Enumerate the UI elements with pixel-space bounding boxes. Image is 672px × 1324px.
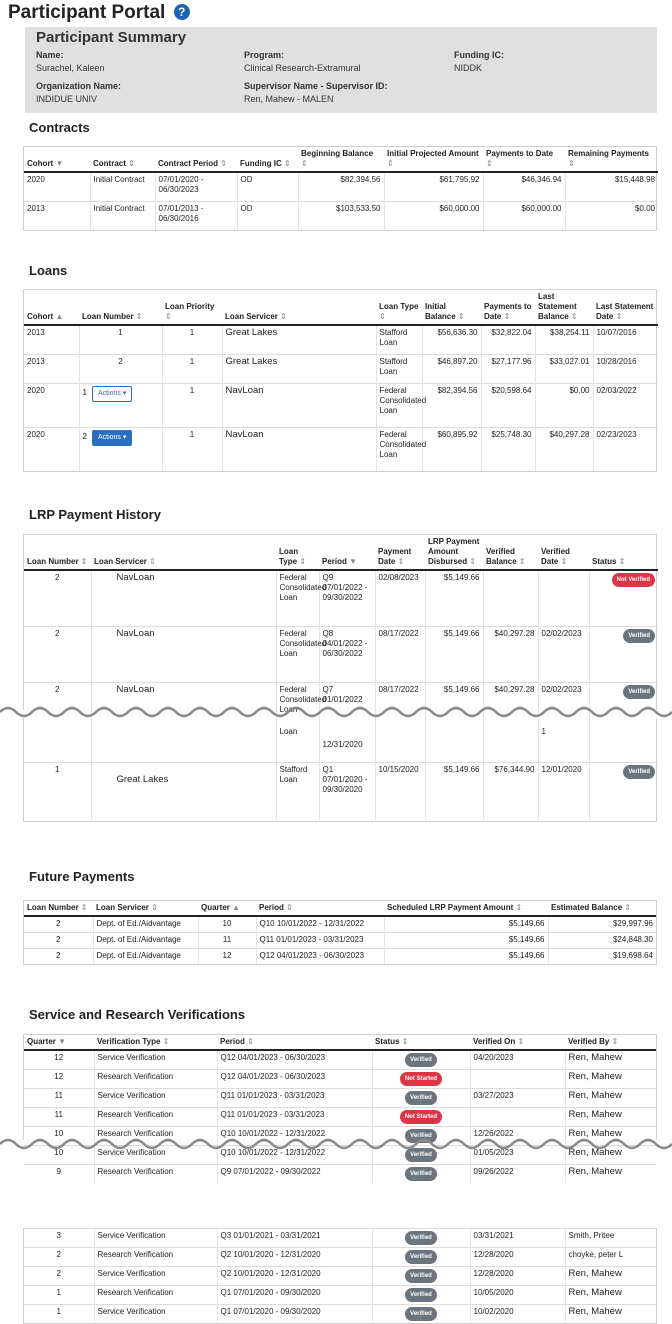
col-loan-servicer[interactable]: Loan Servicer ⇕ (91, 535, 276, 570)
col-cohort[interactable]: Cohort ▲ (24, 290, 79, 325)
status-badge: Verified (405, 1269, 437, 1283)
sort-icon[interactable]: ⇕ (486, 159, 493, 168)
sort-icon[interactable]: ⇕ (165, 312, 172, 321)
sort-icon[interactable]: ⇕ (457, 312, 465, 321)
table-row: 2 Dept. of Ed./Aidvantage 11 Q11 01/01/2023 - 03/31/2023 $5,149.66 $24,848.30 (24, 932, 656, 948)
future-title: Future Payments (29, 869, 135, 884)
sort-icon[interactable]: ⇕ (299, 557, 307, 566)
col-contract[interactable]: Contract ⇕ (90, 147, 155, 172)
col-loan-type[interactable]: Loan Type ⇕ (276, 535, 319, 570)
col-verified-on[interactable]: Verified On ⇕ (470, 1035, 565, 1050)
table-row: 9 Research Verification Q9 07/01/2022 - 09/30/2022 Verified 09/26/2022 Ren, Mahew (24, 1165, 656, 1184)
sort-icon[interactable]: ⇕ (151, 903, 158, 912)
sort-icon[interactable]: ⇕ (162, 1037, 170, 1046)
contracts-title: Contracts (29, 120, 90, 135)
sort-icon[interactable]: ⇕ (80, 557, 88, 566)
status-badge: Verified (623, 685, 655, 699)
lrp-table-continued (23, 718, 657, 822)
participant-summary (25, 27, 657, 113)
loans-title: Loans (29, 263, 68, 278)
col-estimated-balance[interactable]: Estimated Balance ⇕ (548, 901, 656, 916)
sort-icon[interactable]: ⇕ (379, 312, 386, 321)
program-label: Program: (244, 50, 285, 60)
actions-button[interactable]: Actions ▾ (92, 386, 132, 402)
verifications-table-continued (23, 1228, 657, 1324)
table-row: 2 NavLoan Federal Consolidated Loan Q9 07/01/2022 - 09/30/2022 02/08/2023 $5,149.66 Not Verified (24, 570, 658, 626)
col-verified-date[interactable]: Verified Date ⇕ (538, 535, 589, 570)
col-loan-type[interactable]: Loan Type ⇕ (376, 290, 422, 325)
name-label: Name: (36, 50, 64, 60)
sort-icon[interactable]: ⇕ (397, 557, 405, 566)
help-icon[interactable]: ? (174, 4, 190, 20)
sort-icon[interactable]: ⇕ (611, 1037, 619, 1046)
sort-icon[interactable]: ⇕ (503, 312, 511, 321)
sort-icon[interactable]: ⇕ (615, 312, 623, 321)
page-break-divider (0, 1136, 672, 1152)
col-period[interactable]: Period ▼ (319, 535, 375, 570)
sort-icon[interactable]: ⇕ (80, 903, 88, 912)
status-badge: Verified (405, 1288, 437, 1302)
sort-icon[interactable]: ⇕ (220, 159, 227, 168)
status-badge: Not Verified (612, 573, 655, 587)
table-row: 11 Service Verification Q11 01/01/2023 - 03/31/2023 Verified 03/27/2023 Ren, Mahew (24, 1089, 656, 1108)
sort-icon[interactable]: ⇕ (570, 312, 578, 321)
sort-icon[interactable]: ⇕ (560, 557, 568, 566)
sort-icon[interactable]: ⇕ (135, 312, 143, 321)
col-quarter[interactable]: Quarter ▲ (198, 901, 256, 916)
actions-button[interactable]: Actions ▾ (92, 430, 132, 446)
col-beginning-balance[interactable]: Beginning Balance ⇕ (298, 147, 384, 172)
col-contract-period[interactable]: Contract Period ⇕ (155, 147, 237, 172)
name-value: Surachel, Kaleen (36, 63, 105, 73)
status-badge: Verified (405, 1148, 437, 1162)
status-badge: Verified (405, 1129, 437, 1143)
col-loan-number[interactable]: Loan Number ⇕ (24, 901, 93, 916)
status-badge: Verified (405, 1307, 437, 1321)
funding-value: NIDDK (454, 63, 483, 73)
summary-title: Participant Summary (36, 29, 187, 46)
table-row: 2020 Initial Contract 07/01/2020 - 06/30/2023 OD $82,394.56 $61,795.92 $46,346.94 $15,448.98 (24, 172, 658, 201)
sort-desc-icon[interactable]: ▼ (55, 159, 64, 168)
sort-icon[interactable]: ⇕ (301, 159, 308, 168)
table-row: 1 Great Lakes Stafford Loan Q1 07/01/2020 - 09/30/2020 10/15/2020 $5,149.66 $76,344.90 12/01/2020 Verified (24, 762, 658, 820)
future-payments-table (23, 900, 657, 965)
col-payments-to-date[interactable]: Payments to Date ⇕ (481, 290, 535, 325)
table-row: 11 Research Verification Q11 01/01/2023 - 03/31/2023 Not Started Ren, Mahew (24, 1108, 656, 1127)
status-badge: Verified (623, 765, 655, 779)
col-lrp-amount[interactable]: LRP Payment Amount Disbursed ⇕ (425, 535, 483, 570)
col-loan-servicer[interactable]: Loan Servicer ⇕ (222, 290, 376, 325)
col-status[interactable]: Status ⇕ (589, 535, 658, 570)
col-verification-type[interactable]: Verification Type ⇕ (94, 1035, 217, 1050)
col-initial-balance[interactable]: Initial Balance ⇕ (422, 290, 481, 325)
status-badge: Verified (623, 629, 655, 643)
col-period[interactable]: Period ⇕ (256, 901, 384, 916)
table-row: 10 Research Verification Q10 10/01/2022 - 12/31/2022 Verified 12/26/2022 Ren, Mahew (24, 1127, 656, 1146)
col-last-statement-date[interactable]: Last Statement Date ⇕ (593, 290, 658, 325)
col-loan-priority[interactable]: Loan Priority ⇕ (162, 290, 222, 325)
sort-icon[interactable]: ⇕ (284, 159, 291, 168)
sort-asc-icon[interactable]: ▲ (55, 312, 64, 321)
status-badge: Verified (405, 1167, 437, 1181)
contracts-table (23, 146, 657, 231)
col-scheduled-amount[interactable]: Scheduled LRP Payment Amount ⇕ (384, 901, 548, 916)
sort-icon[interactable]: ⇕ (568, 159, 575, 168)
table-row: Loan 12/31/2020 1 (24, 718, 658, 762)
col-loan-servicer[interactable]: Loan Servicer ⇕ (93, 901, 198, 916)
col-remaining-payments[interactable]: Remaining Payments ⇕ (565, 147, 658, 172)
sort-icon[interactable]: ⇕ (149, 557, 156, 566)
sort-icon[interactable]: ⇕ (515, 903, 523, 912)
sort-icon[interactable]: ⇕ (286, 903, 293, 912)
sort-icon[interactable]: ⇕ (517, 1037, 525, 1046)
sort-icon[interactable]: ⇕ (518, 557, 526, 566)
col-payments-to-date[interactable]: Payments to Date ⇕ (483, 147, 565, 172)
col-loan-number[interactable]: Loan Number ⇕ (79, 290, 162, 325)
lrp-table (23, 534, 657, 714)
status-badge: Not Started (400, 1072, 442, 1086)
table-row: 10 Service Verification Q10 10/01/2022 - 12/31/2022 Verified 01/05/2023 Ren, Mahew (24, 1146, 656, 1165)
org-label: Organization Name: (36, 81, 122, 91)
sort-desc-icon[interactable]: ▼ (58, 1037, 67, 1046)
table-row: 2 NavLoan Federal Consolidated Loan Q7 01/01/2022 08/17/2022 $5,149.66 $40,297.28 02/02/2023 Verified (24, 682, 658, 738)
funding-label: Funding IC: (454, 50, 504, 60)
table-row: 3 Service Verification Q3 01/01/2021 - 03/31/2021 Verified 03/31/2021 Smith, Pritee (24, 1229, 656, 1248)
table-row: 12 Service Verification Q12 04/01/2023 - 06/30/2023 Verified 04/20/2023 Ren, Mahew (24, 1050, 656, 1070)
table-row: 2013 Initial Contract 07/01/2013 - 06/30/2016 OD $103,533.50 $60,000.00 $60,000.00 $0.00 (24, 201, 658, 230)
status-badge: Verified (405, 1053, 437, 1067)
col-payment-date[interactable]: Payment Date ⇕ (375, 535, 425, 570)
verifications-title: Service and Research Verifications (29, 1007, 246, 1022)
sort-icon[interactable]: ⇕ (624, 903, 632, 912)
page-title: Participant Portal ? (8, 2, 190, 24)
verifications-table (23, 1034, 657, 1177)
status-badge: Verified (405, 1231, 437, 1245)
status-badge: Not Started (400, 1110, 442, 1124)
sort-icon[interactable]: ⇕ (128, 159, 135, 168)
table-row: 2 NavLoan Federal Consolidated Loan Q8 04/01/2022 - 06/30/2022 08/17/2022 $5,149.66 $40,297.28 02/02/2023 Verified (24, 626, 658, 682)
sort-icon[interactable]: ⇕ (247, 1037, 254, 1046)
org-value: INDIDUE UNIV (36, 94, 98, 104)
col-verified-balance[interactable]: Verified Balance ⇕ (483, 535, 538, 570)
sort-icon[interactable]: ⇕ (280, 312, 287, 321)
supervisor-label: Supervisor Name - Supervisor ID: (244, 81, 388, 91)
col-status[interactable]: Status ⇕ (372, 1035, 470, 1050)
table-row: 12 Research Verification Q12 04/01/2023 - 06/30/2023 Not Started Ren, Mahew (24, 1070, 656, 1089)
col-loan-number[interactable]: Loan Number ⇕ (24, 535, 91, 570)
table-row: 2020 2 Actions ▾ 1 NavLoan Federal Consolidated Loan $60,895.92 $25,748.30 $40,297.28 02/23/2023 (24, 427, 658, 471)
col-funding-ic[interactable]: Funding IC ⇕ (237, 147, 298, 172)
table-row: 2 Research Verification Q2 10/01/2020 - 12/31/2020 Verified 12/28/2020 choyke, peter L (24, 1248, 656, 1267)
table-row: 2 Service Verification Q2 10/01/2020 - 12/31/2020 Verified 12/28/2020 Ren, Mahew (24, 1267, 656, 1286)
table-row: 2 Dept. of Ed./Aidvantage 12 Q12 04/01/2023 - 06/30/2023 $5,149.66 $19,698.64 (24, 948, 656, 964)
status-badge: Verified (405, 1091, 437, 1105)
sort-icon[interactable]: ⇕ (618, 557, 626, 566)
table-row: 2013 1 1 Great Lakes Stafford Loan $56,636.30 $32,822.04 $38,254.11 10/07/2016 (24, 325, 658, 354)
status-badge: Verified (405, 1250, 437, 1264)
sort-desc-icon[interactable]: ▼ (349, 557, 358, 566)
sort-icon[interactable]: ⇕ (387, 159, 394, 168)
loans-table (23, 289, 657, 472)
table-row: 2020 1 Actions ▾ 1 NavLoan Federal Consolidated Loan $82,394.56 $20,598.64 $0.00 02/03/2022 (24, 383, 658, 427)
col-quarter[interactable]: Quarter ▼ (24, 1035, 94, 1050)
sort-icon[interactable]: ⇕ (469, 557, 477, 566)
program-value: Clinical Research-Extramural (244, 63, 361, 73)
supervisor-value: Ren, Mahew - MALEN (244, 94, 334, 104)
col-period[interactable]: Period ⇕ (217, 1035, 372, 1050)
sort-icon[interactable]: ⇕ (401, 1037, 409, 1046)
col-cohort[interactable]: Cohort ▼ (24, 147, 90, 172)
table-row: 1 Service Verification Q1 07/01/2020 - 09/30/2020 Verified 10/02/2020 Ren, Mahew (24, 1305, 656, 1324)
col-verified-by[interactable]: Verified By ⇕ (565, 1035, 656, 1050)
sort-asc-icon[interactable]: ▲ (232, 903, 241, 912)
table-row: 1 Research Verification Q1 07/01/2020 - 09/30/2020 Verified 10/05/2020 Ren, Mahew (24, 1286, 656, 1305)
col-last-statement-balance[interactable]: Last Statement Balance ⇕ (535, 290, 593, 325)
table-row: 2 Dept. of Ed./Aidvantage 10 Q10 10/01/2022 - 12/31/2022 $5,149.66 $29,997.96 (24, 916, 656, 932)
table-row: 2013 2 1 Great Lakes Stafford Loan $46,897.20 $27,177.96 $33,027.01 10/28/2016 (24, 354, 658, 383)
lrp-title: LRP Payment History (29, 507, 161, 522)
col-initial-projected[interactable]: Initial Projected Amount ⇕ (384, 147, 483, 172)
